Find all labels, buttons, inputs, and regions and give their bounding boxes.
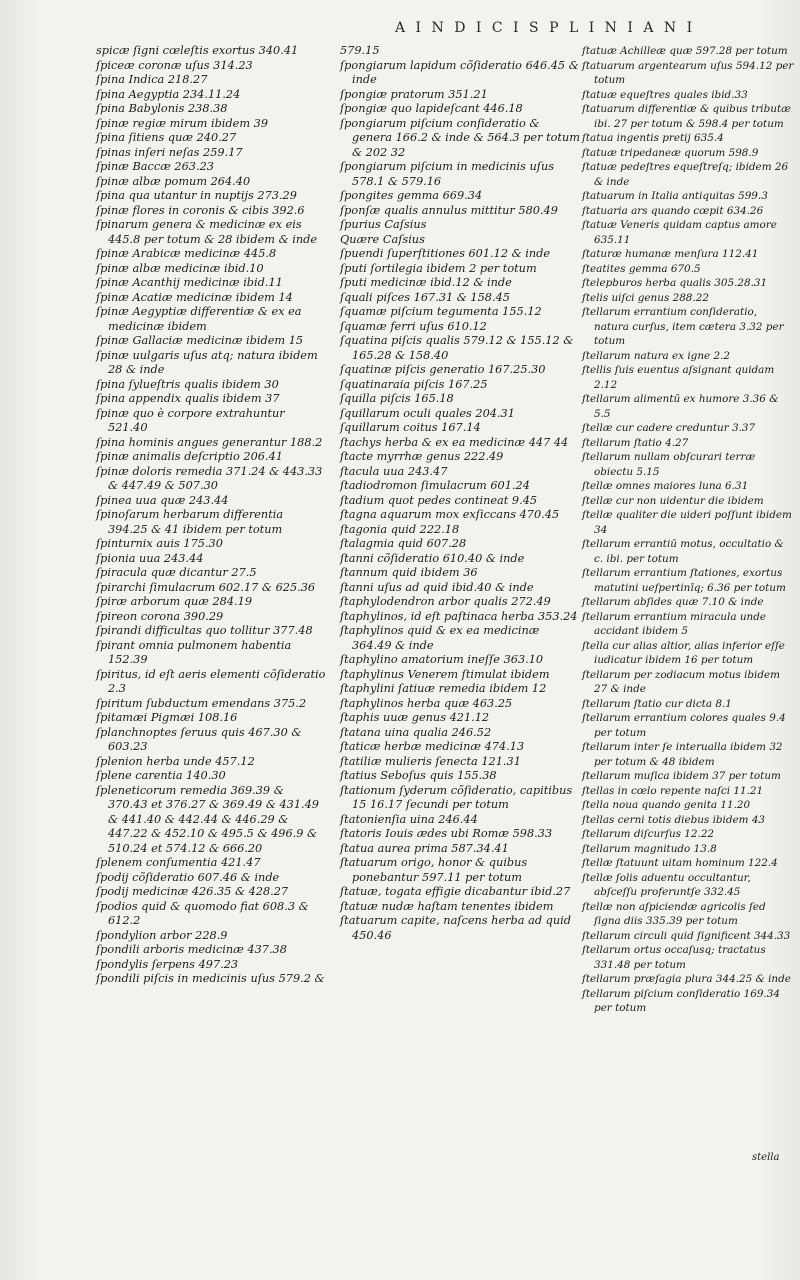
index-entry: ſtatius Seboſus quis 155.38 xyxy=(340,769,497,782)
index-entry: ſtatuarum differentiæ & quibus tributæ ibi. 27 per totum & 598.4 per totum xyxy=(582,103,791,130)
index-entry: ſpiritus, id eſt aeris elementi cõſideratio 2.3 xyxy=(96,667,326,695)
index-entry: ſtadium quot pedes contineat 9.45 xyxy=(340,493,538,507)
index-entry: ſpirant omnia pulmonem habentia 152.39 xyxy=(96,638,292,666)
index-entry: ſquatinaraia piſcis 167.25 xyxy=(340,377,488,391)
index-entry: ſtellarum ortus occaſusq; tractatus 331.48 per totum xyxy=(582,944,766,971)
index-entry: ſtellæ cur non uidentur die ibidem xyxy=(582,494,764,507)
index-entry: ſtanni uſus ad quid ibid.40 & inde xyxy=(340,580,534,594)
index-entry: ſtellarum ſtatio cur dicta 8.1 xyxy=(582,697,732,710)
index-entry: ſpondylion arbor 228.9 xyxy=(96,928,228,942)
index-entry: ſtellarum errantiū motus, occultatio & c. ibi. per totum xyxy=(582,538,784,565)
index-entry: ſpondili arboris medicinæ 437.38 xyxy=(96,943,287,956)
index-entry: ſtellarum per zodiacum motus ibidem 27 & inde xyxy=(582,668,781,695)
index-entry: ſtacula uua 243.47 xyxy=(340,464,448,478)
index-entry: ſpirarchi ſimulacrum 602.17 & 625.36 xyxy=(96,580,316,594)
index-entry: ſtellarum magnitudo 13.8 xyxy=(582,842,717,855)
index-entry: ſpongiæ quo lapideſcant 446.18 xyxy=(340,102,523,115)
index-entry: ſtatuæ Achilleæ quæ 597.28 per totum xyxy=(582,45,788,57)
index-entry: ſputi ſortilegia ibidem 2 per totum xyxy=(340,261,537,275)
index-entry: ſtatuæ Veneris quidam captus amore 635.11 xyxy=(582,219,777,246)
index-entry: ſtellarum inter ſe interualla ibidem 32 per totum & 48 ibidem xyxy=(582,741,783,768)
index-entry: ſpodij cõſideratio 607.46 & inde xyxy=(96,870,280,884)
index-entry: ſpinoſarum herbarum differentia 394.25 & 41 ibidem per totum xyxy=(96,508,284,536)
index-entry: ſtatua ingentis pretij 635.4 xyxy=(582,132,724,144)
index-entry: ſtellarum natura ex igne 2.2 xyxy=(582,349,731,362)
index-entry: ſtellarum circuli quid ſignificent 344.33 xyxy=(582,929,791,942)
index-entry: ſtatana uina qualia 246.52 xyxy=(340,725,492,739)
index-entry: ſpinarum genera & medicinæ ex eis 445.8 per totum & 28 ibidem & inde xyxy=(96,218,318,246)
index-entry: ſtellarum nullam obſcurari terræ obiectu 5.15 xyxy=(582,451,756,478)
index-entry: ſpirandi difficultas quo tollitur 377.48 xyxy=(96,624,313,637)
index-entry: ſtellarum errantium conſideratio, natura curſus, item cætera 3.32 per totum xyxy=(582,306,784,347)
index-entry: ſpinturnix auis 175.30 xyxy=(96,537,223,550)
index-entry: ſplanchnoptes ſeruus quis 467.30 & 603.23 xyxy=(96,725,302,753)
index-entry: ſpina Aegyptia 234.11.24 xyxy=(96,87,241,101)
index-entry: ſtatonienſia uina 246.44 xyxy=(340,812,478,826)
index-entry: ſtacte myrrhæ genus 222.49 xyxy=(340,450,504,463)
index-entry: ſpina appendix qualis ibidem 37 xyxy=(96,392,280,405)
index-entry: ſtelepburos herba qualis 305.28.31 xyxy=(582,277,768,289)
index-column-left xyxy=(96,44,326,987)
catchword: stella xyxy=(752,1152,780,1163)
index-entry: ſpinæ Aegyptiæ differentiæ & ex ea medicinæ ibidem xyxy=(96,305,302,333)
index-entry: ſpina qua utantur in nuptijs 273.29 xyxy=(96,189,297,202)
index-entry: ſpinæ regiæ mirum ibidem 39 xyxy=(96,116,269,130)
index-entry: ſquillarum oculi quales 204.31 xyxy=(340,406,515,420)
index-entry: ſtaphylini ſatiuæ remedia ibidem 12 xyxy=(340,682,547,695)
index-entry: ſtellarum errantium miracula unde accidant ibidem 5 xyxy=(582,610,766,637)
index-entry: ſtaturæ humanæ menſura 112.41 xyxy=(582,248,759,260)
index-entry: ſtatuarum argentearum uſus 594.12 per totum xyxy=(582,59,794,86)
index-entry: ſtatuæ, togata effigie dicabantur ibid.27 xyxy=(340,885,571,898)
index-entry: ſtellarum diſcurſus 12.22 xyxy=(582,828,715,840)
index-entry: ſplene carentia 140.30 xyxy=(96,769,226,782)
index-entry: ſpiceæ coronæ uſus 314.23 xyxy=(96,58,253,72)
index-entry: ſpinæ animalis deſcriptio 206.41 xyxy=(96,450,283,463)
index-entry: ſtellæ ſolis aduentu occultantur, abſceſſu proferuntſe 332.45 xyxy=(582,871,751,898)
index-entry: ſpongiarum piſcium in medicinis uſus 578.1 & 579.16 xyxy=(340,160,555,188)
index-entry: ſtalagmia quid 607.28 xyxy=(340,537,467,550)
index-entry: ſtellarum piſcium conſideratio 169.34 per totum xyxy=(582,987,780,1014)
index-entry: ſpina hominis angues generantur 188.2 xyxy=(96,435,323,449)
index-entry: ſplenion herba unde 457.12 xyxy=(96,754,255,768)
index-entry: ſtella noua quando genita 11.20 xyxy=(582,799,751,811)
index-entry: ſquatinæ piſcis generatio 167.25.30 xyxy=(340,363,546,376)
index-entry: ſpleneticorum remedia 369.39 & 370.43 et 376.27 & 369.49 & 431.49 & 441.40 & 442.44 & 446.29 & 447.22 & 452.10 & 495.5 & 496.9 & 510.24 et 574.12 & 666.20 xyxy=(96,783,319,855)
index-entry: ſpinea uua quæ 243.44 xyxy=(96,493,229,507)
index-entry: ſpiræ arborum quæ 284.19 xyxy=(96,595,253,608)
index-entry: ſpiracula quæ dicantur 27.5 xyxy=(96,566,257,579)
index-entry: ſpiritum ſubductum emendans 375.2 xyxy=(96,696,307,710)
index-entry: ſtaphylinos, id eſt paſtinaca herba 353.24 xyxy=(340,609,578,623)
index-entry: ſpinæ Acatiæ medicinæ ibidem 14 xyxy=(96,290,293,304)
index-entry: ſtellarum præſagia plura 344.25 & inde xyxy=(582,973,791,985)
index-entry: ſquamæ ferri uſus 610.12 xyxy=(340,319,487,333)
index-entry: ſpitamæi Pigmæi 108.16 xyxy=(96,711,238,724)
index-entry: ſpongiarum lapidum cõſideratio 646.45 & inde xyxy=(340,58,579,86)
index-entry: ſpireon corona 390.29 xyxy=(96,609,224,623)
index-entry: ſtagna aquarum mox exſiccans 470.45 xyxy=(340,508,560,521)
index-entry: ſtatuarum in Italia antiquitas 599.3 xyxy=(582,190,768,202)
index-entry: ſtatuæ nudæ haſtam tenentes ibidem xyxy=(340,899,554,913)
index-entry: spicæ ſigni cœleſtis exortus 340.41 xyxy=(96,44,299,57)
index-entry: ſpina Indica 218.27 xyxy=(96,73,208,86)
index-entry: ſtachys herba & ex ea medicinæ 447 44 xyxy=(340,435,569,449)
index-entry: ſtatua aurea prima 587.34.41 xyxy=(340,841,509,855)
index-entry: ſquillarum coitus 167.14 xyxy=(340,421,481,434)
index-entry: ſpinæ Baccæ 263.23 xyxy=(96,160,214,173)
index-entry: ſtellæ qualiter die uideri poſſunt ibidem 34 xyxy=(582,509,792,536)
index-entry: ſteatites gemma 670.5 xyxy=(582,262,701,275)
index-entry: ſtellis ſuis euentus aſsignant quidam 2.12 xyxy=(582,364,775,391)
index-entry: ſtellæ omnes maiores luna 6.31 xyxy=(582,480,749,492)
index-entry: ſquatina piſcis qualis 579.12 & 155.12 & 165.28 & 158.40 xyxy=(340,334,574,362)
index-entry: ſpodij medicinæ 426.35 & 428.27 xyxy=(96,885,289,898)
index-entry: ſtaphylinus Venerem ſtimulat ibidem xyxy=(340,667,550,681)
index-entry: ſpinæ albæ medicinæ ibid.10 xyxy=(96,261,264,275)
index-entry: ſpinæ uulgaris uſus atq; natura ibidem 28 & inde xyxy=(96,348,318,376)
index-entry: ſtatuaria ars quando cœpit 634.26 xyxy=(582,204,764,217)
index-entry: ſtatuæ equeſtres quales ibid.33 xyxy=(582,88,748,101)
index-entry: ſtellæ cur cadere creduntur 3.37 xyxy=(582,422,756,434)
index-entry: ſtatuarum capite, naſcens herba ad quid 450.46 xyxy=(340,914,571,942)
index-entry: ſtellarum errantium colores quales 9.4 per totum xyxy=(582,712,786,739)
index-entry: ſtatuæ pedeſtres equeſtreſq; ibidem 26 & inde xyxy=(582,161,789,188)
index-entry: ſquali piſces 167.31 & 158.45 xyxy=(340,290,510,304)
index-entry: ſtella cur alias altior, alias inferior eſſe iudicatur ibidem 16 per totum xyxy=(582,639,785,666)
index-entry: ſtellas cerni totis diebus ibidem 43 xyxy=(582,813,766,826)
index-entry: ſpongites gemma 669.34 xyxy=(340,189,483,202)
index-entry: ſpongiarum piſcium conſideratio & genera 166.2 & inde & 564.3 per totum & 202 32 xyxy=(340,116,580,159)
index-column-right xyxy=(582,44,794,1016)
index-entry: ſpurius Caſsius xyxy=(340,218,427,231)
index-entry: ſpinæ flores in coronis & cibis 392.6 xyxy=(96,203,305,217)
index-entry: ſponſæ qualis annulus mittitur 580.49 xyxy=(340,203,558,217)
index-entry: ſquamæ piſcium tegumenta 155.12 xyxy=(340,305,542,318)
index-entry: ſquilla piſcis 165.18 xyxy=(340,392,454,405)
index-entry: ſtanni cõſideratio 610.40 & inde xyxy=(340,551,525,565)
index-entry: 579.15 xyxy=(340,44,380,57)
index-entry: ſtellarum abſides quæ 7.10 & inde xyxy=(582,596,764,608)
index-entry: ſtadiodromon ſimulacrum 601.24 xyxy=(340,479,530,492)
index-entry: ſplenem conſumentia 421.47 xyxy=(96,856,261,869)
index-entry: ſpodios quid & quomodo fiat 608.3 & 612.2 xyxy=(96,899,309,927)
index-entry: Quære Caſsius xyxy=(340,232,425,246)
index-entry: ſtatoris Iouis ædes ubi Romæ 598.33 xyxy=(340,827,553,840)
index-entry: ſtellarum muſica ibidem 37 per totum xyxy=(582,770,781,782)
index-entry: ſpuendi ſuperſtitiones 601.12 & inde xyxy=(340,247,551,260)
index-entry: ſpinæ Gallaciæ medicinæ ibidem 15 xyxy=(96,334,304,347)
index-entry: ſtatiliæ mulieris ſenecta 121.31 xyxy=(340,754,521,768)
index-entry: ſtellas in cœlo repente naſci 11.21 xyxy=(582,784,764,797)
index-entry: ſpinæ Acanthij medicinæ ibid.11 xyxy=(96,276,283,289)
index-entry: ſpinas inſeri neſas 259.17 xyxy=(96,145,243,159)
index-entry: ſpondili piſcis in medicinis uſus 579.2 & xyxy=(96,972,325,985)
index-entry: ſpionia uua 243.44 xyxy=(96,551,204,565)
index-entry: ſpina ſylueſtris qualis ibidem 30 xyxy=(96,377,279,391)
index-entry: ſtellæ non aſpiciendæ agricolis ſed ſigna diis 335.39 per totum xyxy=(582,900,766,927)
index-entry: ſtelis uiſci genus 288.22 xyxy=(582,291,709,304)
index-entry: ſtatuarum origo, honor & quibus ponebantur 597.11 per totum xyxy=(340,856,528,884)
index-entry: ſtaphylinos herba quæ 463.25 xyxy=(340,696,513,710)
index-entry: ſtellarum alimentū ex humore 3.36 & 5.5 xyxy=(582,393,779,420)
index-entry: ſtatuæ tripedaneæ quorum 598.9 xyxy=(582,146,759,159)
index-entry: ſpinæ Arabicæ medicinæ 445.8 xyxy=(96,247,277,260)
index-entry: ſpinæ quo è corpore extrahuntur 521.40 xyxy=(96,406,285,434)
index-entry: ſputi medicinæ ibid.12 & inde xyxy=(340,276,512,289)
index-entry: ſpina Babylonis 238.38 xyxy=(96,102,228,115)
index-entry: ſtellarum errantium ſtationes, exortus matutini ueſpertinīq; 6.36 per totum xyxy=(582,567,786,594)
index-entry: ſtaphis uuæ genus 421.12 xyxy=(340,711,490,724)
running-header: A I N D I C I S P L I N I A N I xyxy=(395,20,696,36)
index-entry: ſtellarum ſtatio 4.27 xyxy=(582,436,689,449)
index-entry: ſtellæ ſtatuunt uitam hominum 122.4 xyxy=(582,857,778,869)
index-column-middle xyxy=(340,44,580,943)
index-entry: ſtannum quid ibidem 36 xyxy=(340,566,478,579)
index-entry: ſtaphylinos quid & ex ea medicinæ 364.49 & inde xyxy=(340,624,540,652)
index-entry: ſtationum ſyderum cõſideratio, capitibus 15 16.17 ſecundi per totum xyxy=(340,783,573,811)
index-entry: ſtaphylodendron arbor qualis 272.49 xyxy=(340,595,551,608)
index-entry: ſtaticæ herbæ medicinæ 474.13 xyxy=(340,740,525,753)
index-entry: ſpina ſitiens quæ 240.27 xyxy=(96,131,237,144)
index-entry: ſpinæ doloris remedia 371.24 & 443.33 & 447.49 & 507.30 xyxy=(96,464,323,492)
index-entry: ſtaphylino amatorium ineſſe 363.10 xyxy=(340,653,544,666)
index-entry: ſpondylis ſerpens 497.23 xyxy=(96,957,239,971)
index-entry: ſtagonia quid 222.18 xyxy=(340,522,460,536)
index-entry: ſpinæ albæ pomum 264.40 xyxy=(96,174,251,188)
index-entry: ſpongiæ pratorum 351.21 xyxy=(340,87,488,101)
